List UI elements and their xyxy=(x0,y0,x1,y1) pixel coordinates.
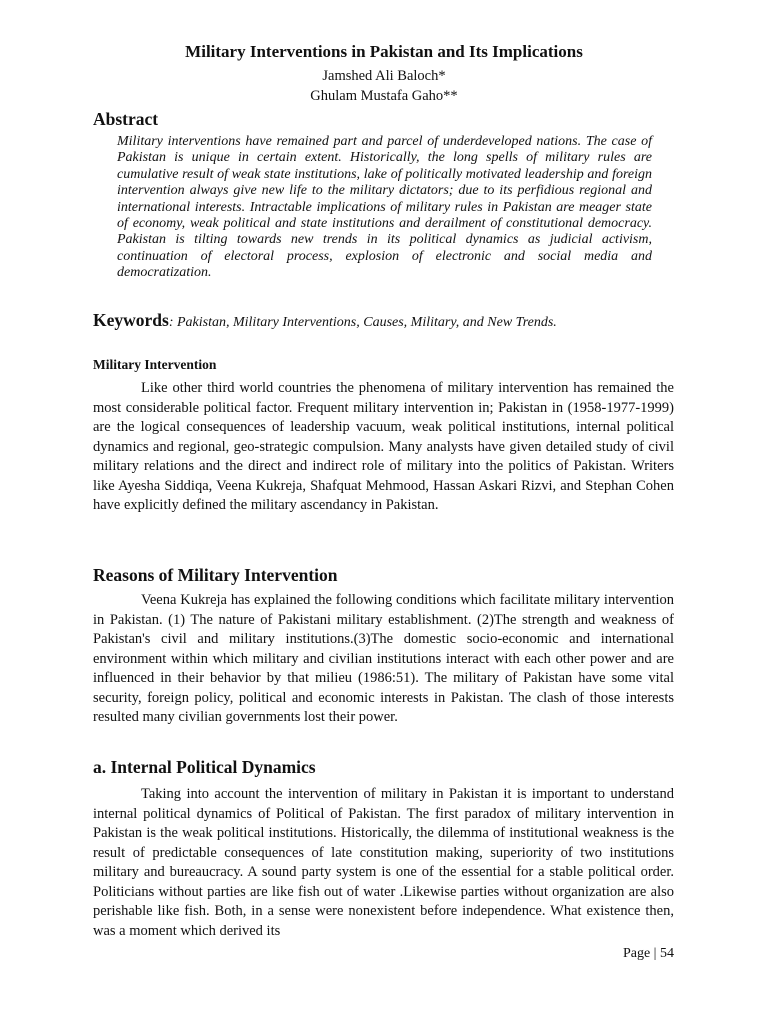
section-heading-reasons: Reasons of Military Intervention xyxy=(93,565,338,585)
keywords-label: Keywords xyxy=(93,310,169,330)
section-paragraph-military-intervention: Like other third world countries the phenomena of military intervention has remained the most considerable political factor. Frequent military intervention in; Pakistan in (1958-1977-1999) are the logical consequences of leadership vacuum, weak political institutions, internal political dynamics and regional, geo-strategic compulsion. Many analysts have given detailed study of civil military relations and the direct and indirect role of military into the politics of Pakistan. Writers like Ayesha Siddiqa, Veena Kukreja, Shafquat Mehmood, Hassan Askari Rizvi, and Stephan Cohen have explicitly defined the military ascendancy in Pakistan. xyxy=(93,380,674,513)
abstract-text: Military interventions have remained part and parcel of underdeveloped nations. The case of Pakistan is unique in certain extent. Historically, the long spells of military rules are cumulative result of weak state institutions, lake of politically motivated leadership and foreign intervention always give new life to the military dictators; due to its perfidious regional and international interests. Intractable implications of military rules in Pakistan are meager state of economy, weak political and state institutions and derailment of constitutional democracy. Pakistan is tilting towards new trends in its political dynamics as judicial activism, continuation of electoral process, explosion of electronic and social media and democratization. xyxy=(117,134,652,281)
author-1: Jamshed Ali Baloch* xyxy=(322,68,446,84)
author-2: Ghulam Mustafa Gaho** xyxy=(310,88,458,104)
section-paragraph-reasons: Veena Kukreja has explained the following conditions which facilitate military intervention in Pakistan. (1) The nature of Pakistani military establishment. (2)The strength and weakness of Pakistan's civil and military institutions.(3)The domestic socio-economic and international environment within which military and civilian institutions interact with each other power and are influenced in their behavior by that milieu (1986:51). The military of Pakistan have some vital security, foreign policy, political and economic interests in Pakistan. The clash of those interests resulted many civilian governments lost their power. xyxy=(93,592,674,725)
abstract-heading: Abstract xyxy=(93,109,159,129)
section-heading-military-intervention: Military Intervention xyxy=(93,357,217,372)
section-paragraph-internal-dynamics: Taking into account the intervention of military in Pakistan it is important to understand internal political dynamics of Political of Pakistan. The first paradox of military intervention in Pakistan is the weak political institutions. Historically, the dilemma of institutional weakness is the result of predictable consequences of late constitution making, superiority of two institutions military and bureaucracy. A sound party system is one of the essential for a stable political order. Politicians without parties are like fish out of water .Likewise parties without organization are also perishable like fish. Both, in a sense were nonexistent before independence. What existence then, was a moment which derived its xyxy=(93,786,674,939)
paper-title: Military Interventions in Pakistan and Its Implications xyxy=(185,42,583,61)
section-heading-internal-dynamics: a. Internal Political Dynamics xyxy=(93,757,316,777)
keywords-line xyxy=(93,310,693,331)
keywords-text: : Pakistan, Military Interventions, Causes, Military, and New Trends. xyxy=(168,315,557,330)
page-number: Page | 54 xyxy=(622,946,674,961)
